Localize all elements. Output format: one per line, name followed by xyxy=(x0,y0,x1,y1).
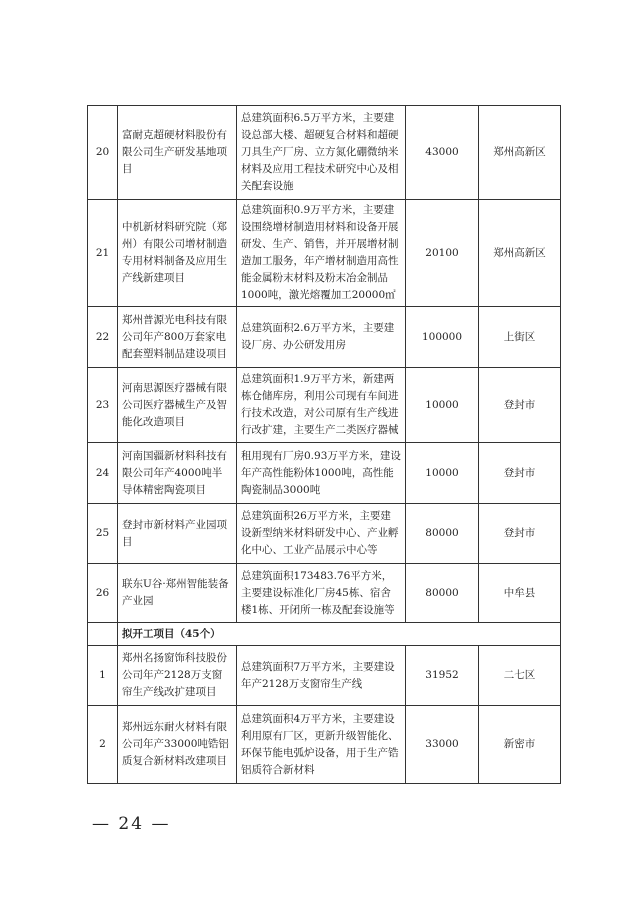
project-name: 郑州远东耐火材料有限公司年产33000吨锆铝质复合新材料改建项目 xyxy=(118,706,237,784)
project-location: 中牟县 xyxy=(479,564,561,623)
investment-amount: 10000 xyxy=(406,368,479,443)
investment-amount: 20100 xyxy=(406,200,479,307)
section-header-row xyxy=(88,623,561,646)
project-location: 郑州高新区 xyxy=(479,106,561,200)
project-location: 登封市 xyxy=(479,368,561,443)
page-number: — 24 — xyxy=(92,814,171,834)
projects-table xyxy=(87,105,561,784)
project-location: 二七区 xyxy=(479,646,561,706)
project-description: 总建筑面积7万平方米，主要建设年产2128万支窗帘生产线 xyxy=(237,646,406,706)
table-row xyxy=(88,307,561,368)
project-name: 郑州名扬窗饰科技股份公司年产2128万支窗帘生产线改扩建项目 xyxy=(118,646,237,706)
row-number: 21 xyxy=(88,200,118,307)
table-row xyxy=(88,368,561,443)
project-description: 总建筑面积4万平方米，主要建设利用原有厂区，更新升级智能化、环保节能电弧炉设备，用于生产锆铝质符合新材料 xyxy=(237,706,406,784)
row-number: 26 xyxy=(88,564,118,623)
project-description: 总建筑面积173483.76平方米，主要建设标准化厂房45栋、宿舍楼1栋、开闭所一栋及配套设施等 xyxy=(237,564,406,623)
project-name: 河南思源医疗器械有限公司医疗器械生产及智能化改造项目 xyxy=(118,368,237,443)
project-description: 总建筑面积1.9万平方米，新建两栋仓储库房，利用公司现有车间进行技术改造，对公司原有生产线进行改扩建，主要生产二类医疗器械 xyxy=(237,368,406,443)
project-location: 新密市 xyxy=(479,706,561,784)
row-number: 20 xyxy=(88,106,118,200)
investment-amount: 10000 xyxy=(406,443,479,504)
project-description: 总建筑面积0.9万平方米，主要建设围绕增材制造用材料和设备开展研发、生产、销售，并开展增材制造加工服务，年产增材制造用高性能金属粉末材料及粉末冶金制品1000吨，激光熔覆加工20000㎡ xyxy=(237,200,406,307)
table-row xyxy=(88,200,561,307)
project-description: 总建筑面积6.5万平方米，主要建设总部大楼、超硬复合材料和超硬刀具生产厂房、立方氮化硼微纳米材料及应用工程技术研究中心及相关配套设施 xyxy=(237,106,406,200)
project-location: 登封市 xyxy=(479,443,561,504)
row-number: 24 xyxy=(88,443,118,504)
investment-amount: 31952 xyxy=(406,646,479,706)
project-name: 登封市新材料产业园项目 xyxy=(118,504,237,564)
section-header: 拟开工项目（45个） xyxy=(118,623,561,646)
investment-amount: 80000 xyxy=(406,564,479,623)
table-row xyxy=(88,504,561,564)
table-row xyxy=(88,106,561,200)
investment-amount: 43000 xyxy=(406,106,479,200)
project-description: 总建筑面积2.6万平方米，主要建设厂房、办公研发用房 xyxy=(237,307,406,368)
project-name: 河南国疆新材料科技有限公司年产4000吨半导体精密陶瓷项目 xyxy=(118,443,237,504)
project-description: 总建筑面积26万平方米，主要建设新型纳米材料研发中心、产业孵化中心、工业产品展示中心等 xyxy=(237,504,406,564)
section-empty-cell xyxy=(88,623,118,646)
table-row xyxy=(88,706,561,784)
table-row xyxy=(88,646,561,706)
row-number: 23 xyxy=(88,368,118,443)
investment-amount: 80000 xyxy=(406,504,479,564)
project-location: 郑州高新区 xyxy=(479,200,561,307)
row-number: 25 xyxy=(88,504,118,564)
project-name: 富耐克超硬材料股份有限公司生产研发基地项目 xyxy=(118,106,237,200)
project-name: 联东U谷·郑州智能装备产业园 xyxy=(118,564,237,623)
row-number: 1 xyxy=(88,646,118,706)
project-location: 登封市 xyxy=(479,504,561,564)
project-location: 上街区 xyxy=(479,307,561,368)
project-name: 中机新材料研究院（郑州）有限公司增材制造专用材料制备及应用生产线新建项目 xyxy=(118,200,237,307)
row-number: 22 xyxy=(88,307,118,368)
investment-amount: 100000 xyxy=(406,307,479,368)
row-number: 2 xyxy=(88,706,118,784)
project-name: 郑州普源光电科技有限公司年产800万套家电配套塑料制品建设项目 xyxy=(118,307,237,368)
project-description: 租用现有厂房0.93万平方米，建设年产高性能粉体1000吨，高性能陶瓷制品3000吨 xyxy=(237,443,406,504)
table-row xyxy=(88,443,561,504)
table-row xyxy=(88,564,561,623)
investment-amount: 33000 xyxy=(406,706,479,784)
